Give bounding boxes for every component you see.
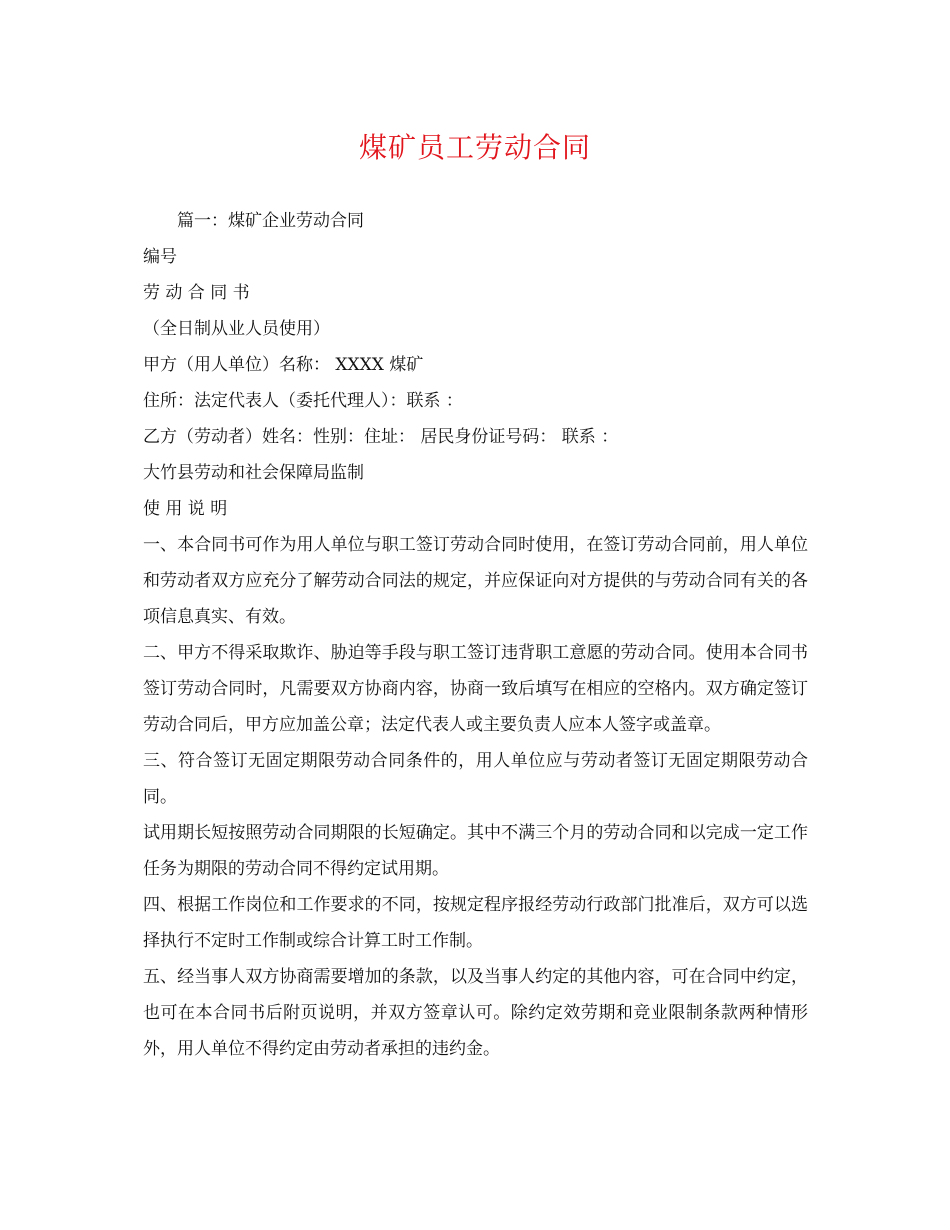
party-b-line: 乙方（劳动者）姓名：性别：住址： 居民身份证号码： 联系 ： [143,427,619,447]
number-label: 编号 [143,247,177,267]
instruction-item-2: 二、甲方不得采取欺诈、胁迫等手段与职工签订违背职工意愿的劳动合同。使用本合同书签订劳动合同时，凡需要双方协商内容，协商一致后填写在相应的空格内。双方确定签订劳动合同后，甲方应加盖公章；法定代表人或主要负责人应本人签字或盖章。 [143,643,808,735]
supervisor-line: 大竹县劳动和社会保障局监制 [143,463,364,483]
document-title: 煤矿员工劳动合同 [358,131,591,164]
party-a-line: 甲方（用人单位）名称： XXXX 煤矿 [143,355,424,375]
instruction-item-5: 五、经当事人双方协商需要增加的条款，以及当事人约定的其他内容，可在合同中约定，也可在本合同书后附页说明，并双方签章认可。除约定效劳期和竞业限制条款两种情形外，用人单位不得约定由劳动者承担的违约金。 [143,967,808,1059]
address-line: 住所：法定代表人（委托代理人）：联系 ： [143,391,463,411]
document-body [143,203,808,1067]
instruction-item-1: 一、本合同书可作为用人单位与职工签订劳动合同时使用，在签订劳动合同前，用人单位和劳动者双方应充分了解劳动合同法的规定，并应保证向对方提供的与劳动合同有关的各项信息真实、有效。 [143,535,808,627]
instructions-heading: 使 用 说 明 [143,499,228,519]
probation-paragraph: 试用期长短按照劳动合同期限的长短确定。其中不满三个月的劳动合同和以完成一定工作任务为期限的劳动合同不得约定试用期。 [143,823,808,879]
instruction-item-3: 三、符合签订无固定期限劳动合同条件的，用人单位应与劳动者签订无固定期限劳动合同。 [143,751,808,807]
contract-book-heading: 劳 动 合 同 书 [143,283,250,303]
chapter-heading: 篇一：煤矿企业劳动合同 [177,211,364,231]
instruction-item-4: 四、根据工作岗位和工作要求的不同，按规定程序报经劳动行政部门批准后，双方可以选择执行不定时工作制或综合计算工时工作制。 [143,895,808,951]
usage-note: （全日制从业人员使用） [143,319,330,339]
